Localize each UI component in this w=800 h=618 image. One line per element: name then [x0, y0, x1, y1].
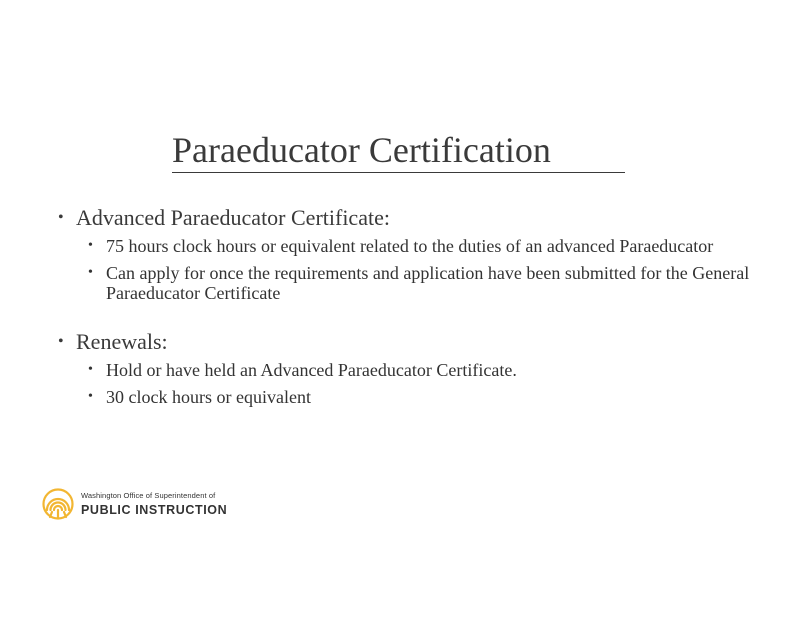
section-spacer [58, 310, 758, 329]
list-item-text: 30 clock hours or equivalent [106, 387, 311, 407]
sun-emblem-icon [42, 488, 74, 520]
ospi-logo [42, 488, 227, 520]
bullet: • [88, 389, 93, 404]
bullet: • [88, 362, 93, 377]
list-item [88, 263, 758, 303]
section-heading [58, 329, 758, 355]
logo-org-line: Washington Office of Superintendent of [81, 490, 216, 500]
logo-name: PUBLIC INSTRUCTION [81, 502, 228, 517]
list-item-text: Hold or have held an Advanced Paraeducator Certificate. [106, 360, 517, 380]
bullet: • [88, 238, 93, 253]
logo-text [81, 491, 227, 518]
sub-list [58, 236, 758, 303]
section-advanced [58, 205, 758, 303]
list-item [88, 387, 758, 407]
list-item-text: 75 hours clock hours or equivalent related to the duties of an advanced Paraeducator [106, 236, 714, 256]
list-item-text: Can apply for once the requirements and application have been submitted for the General Paraeducator Certificate [106, 263, 750, 303]
section-heading [58, 205, 758, 231]
section-renewals [58, 329, 758, 407]
slide-title: Paraeducator Certification [172, 128, 625, 173]
section-heading-text: Renewals: [76, 329, 168, 354]
list-item [88, 360, 758, 380]
list-item [88, 236, 758, 256]
section-heading-text: Advanced Paraeducator Certificate: [76, 205, 390, 230]
sub-list [58, 360, 758, 407]
slide-content [58, 205, 758, 414]
bullet: • [58, 209, 64, 226]
bullet: • [58, 333, 64, 350]
bullet: • [88, 265, 93, 280]
